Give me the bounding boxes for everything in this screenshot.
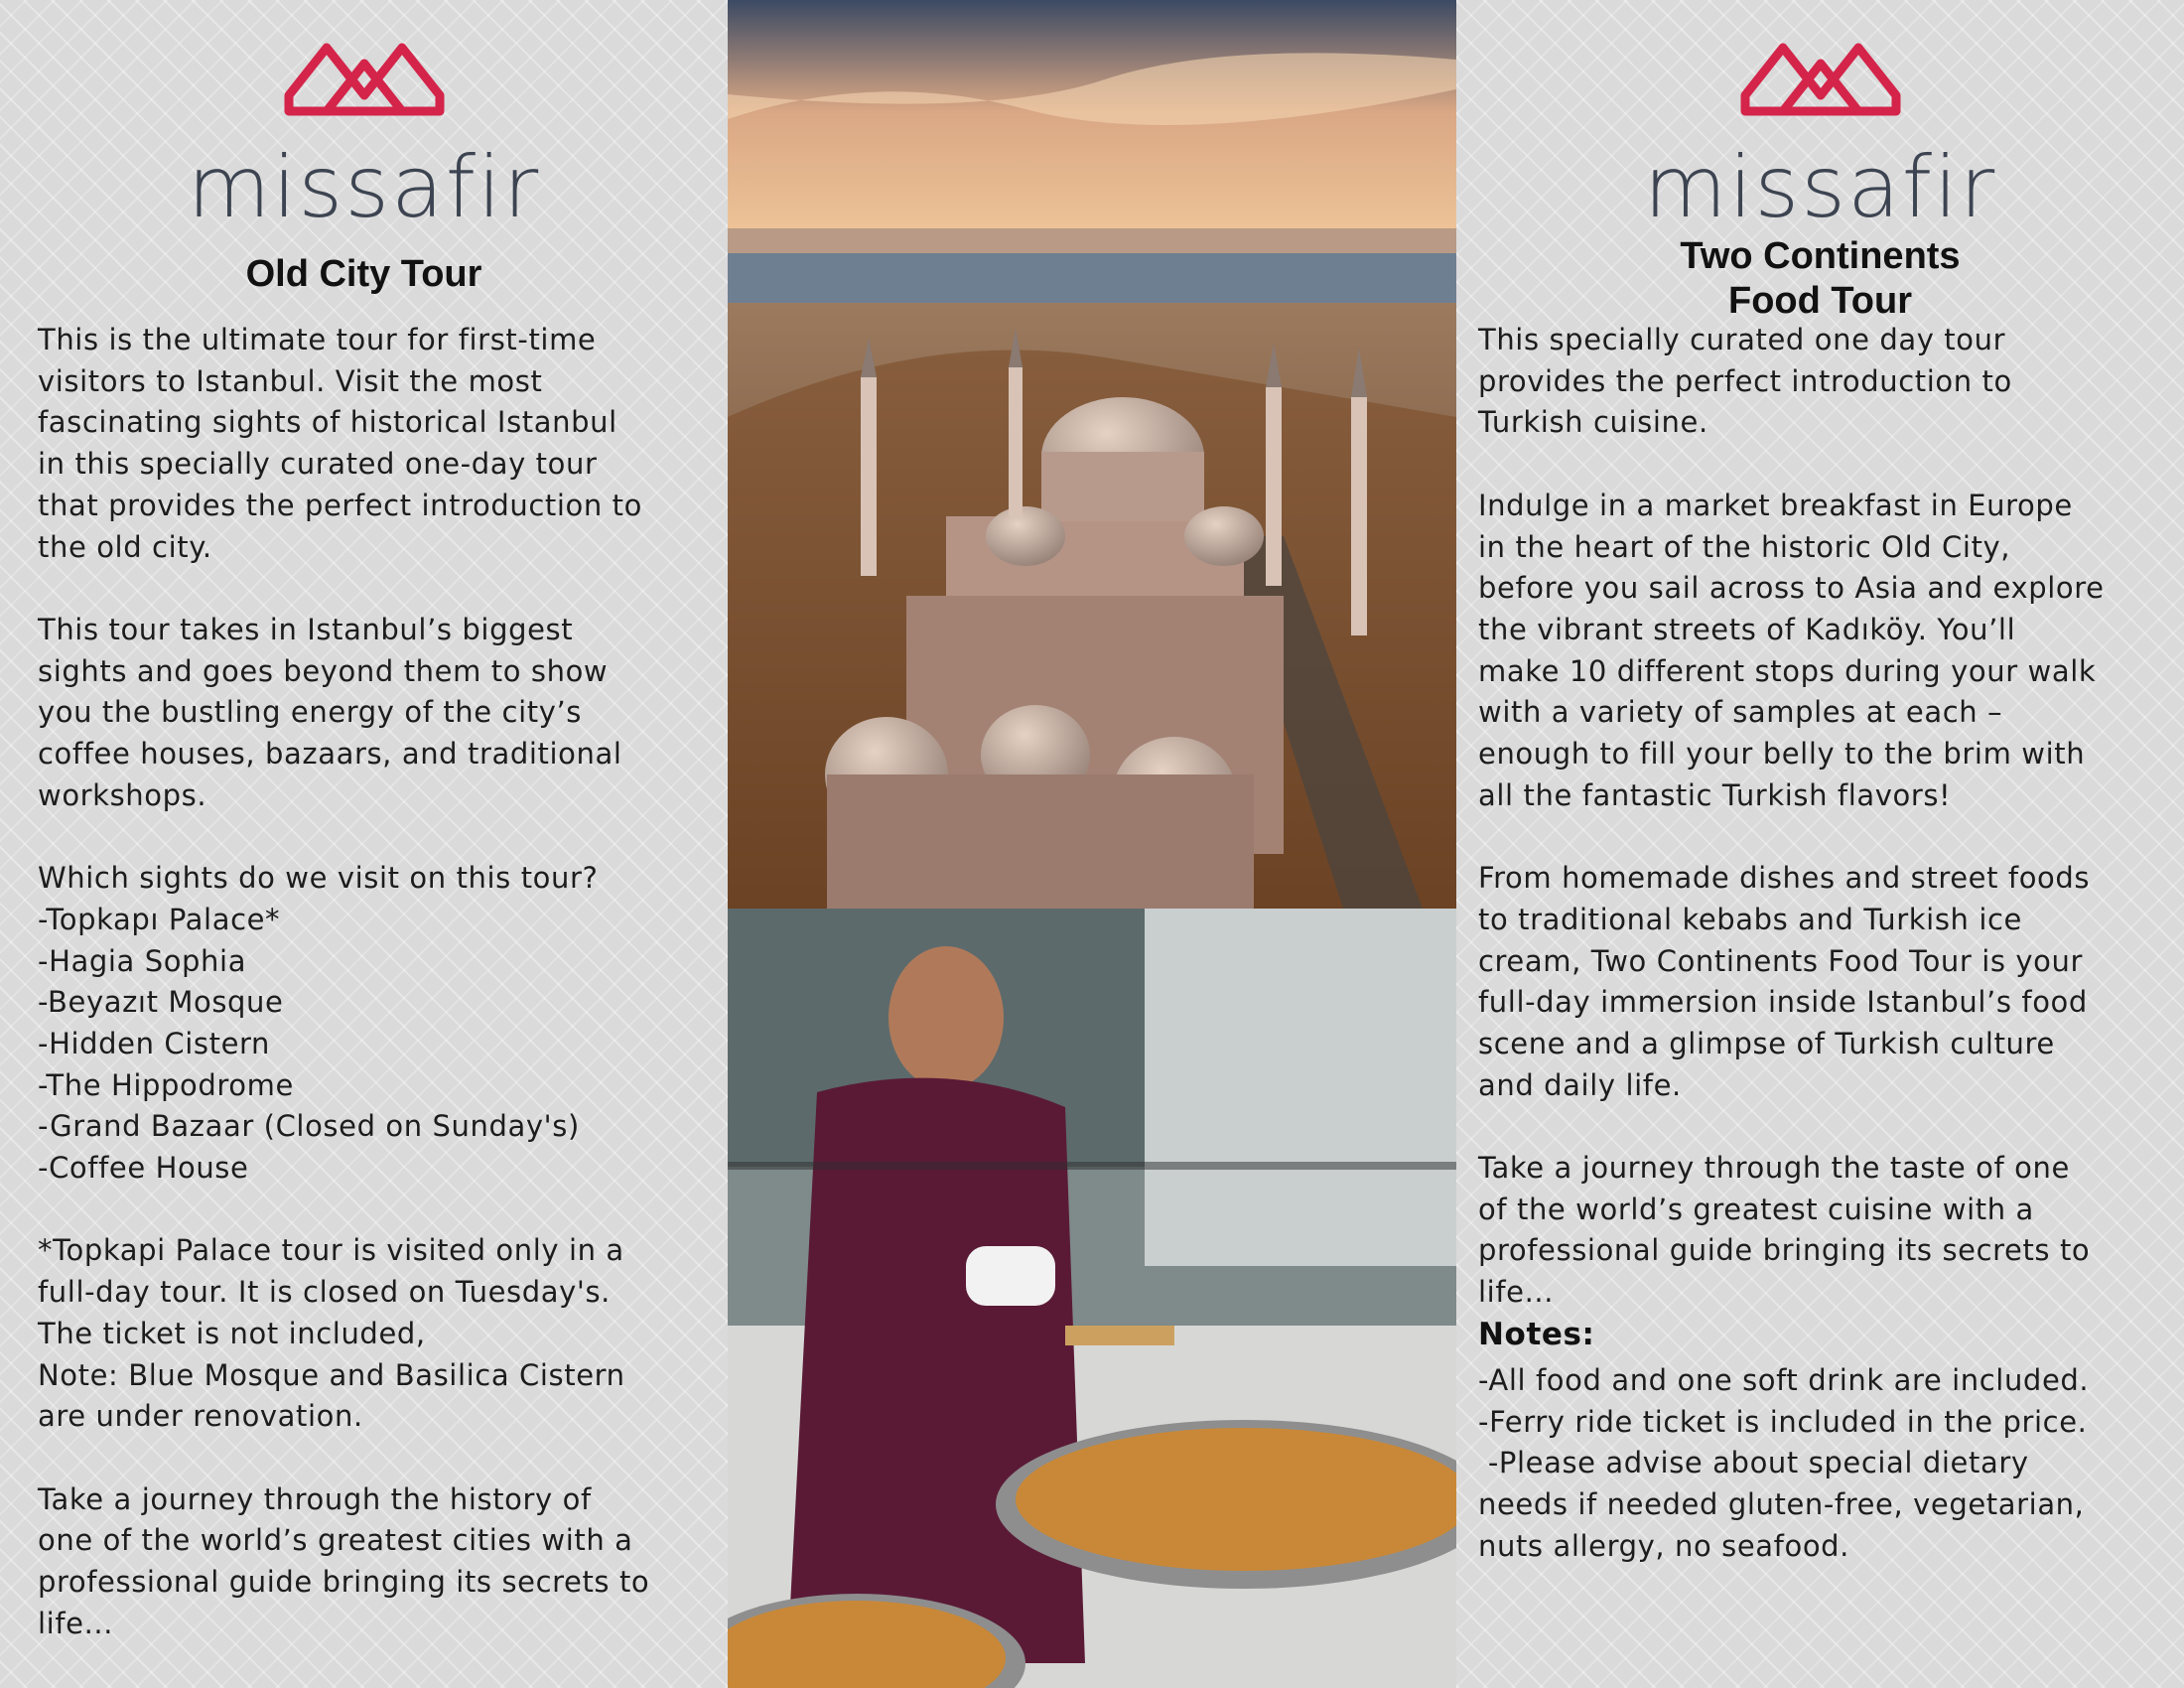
logo-mark-icon (1739, 38, 1902, 117)
food-tour-panel (1456, 0, 2184, 1688)
old-city-tour-panel (0, 0, 728, 1688)
missafir-logo (0, 38, 728, 237)
tour-title: Old City Tour (245, 253, 482, 295)
logo-wordmark: missafir (187, 138, 541, 237)
notes-heading: Notes: (1478, 1317, 1595, 1352)
photo-column (728, 0, 1456, 1688)
tour-description: This specially curated one day tour provides the perfect introduction to Turkish cuisine. Indulge in a market breakfast in Europe in the heart of the historic Old City, before you sail across to Asia and explore the vibrant streets of Kadıköy. You’ll make 10 different stops during your walk with a variety of samples at each – enough to fill your belly to the brim with all the fantastic Turkish flavors! From homemade dishes and street foods to traditional kebabs and Turkish ice cream, Two Continents Food Tour is your full-day immersion inside Istanbul’s food scene and a glimpse of Turkish culture and daily life. Take a journey through the taste of one of the world’s greatest cuisine with a professional guide bringing its secrets to life... (1478, 323, 2105, 1310)
notes-list: -All food and one soft drink are included. -Ferry ride ticket is included in the price. -Please advise about special dietary needs if needed gluten-free, vegetarian, nuts allergy, no seafood. (1478, 1363, 2090, 1563)
logo-wordmark: missafir (1643, 138, 1997, 237)
food-vendor-photo (728, 909, 1456, 1688)
missafir-logo (1456, 38, 2184, 237)
logo-mark-icon (283, 38, 446, 117)
tour-title: Two Continents Food Tour (1680, 235, 1961, 322)
tour-description: This is the ultimate tour for first-time visitors to Istanbul. Visit the most fascinating sights of historical Istanbul in this specially curated one-day tour that provides the perfect introduction to the old city. This tour takes in Istanbul’s biggest sights and goes beyond them to show you the bustling energy of the city’s coffee houses, bazaars, and traditional workshops. Which sights do we visit on this tour? -Topkapı Palace* -Hagia Sophia -Beyazıt Mosque -Hidden Cistern -The Hippodrome -Grand Bazaar (Closed on Sunday's) -Coffee House *Topkapi Palace tour is visited only in a full-day tour. It is closed on Tuesday's. The ticket is not included, Note: Blue Mosque and Basilica Cistern are under renovation. Take a journey through the history of one of the world’s greatest cities with a professional guide bringing its secrets to life... (38, 323, 650, 1640)
hagia-sophia-photo (728, 0, 1456, 909)
